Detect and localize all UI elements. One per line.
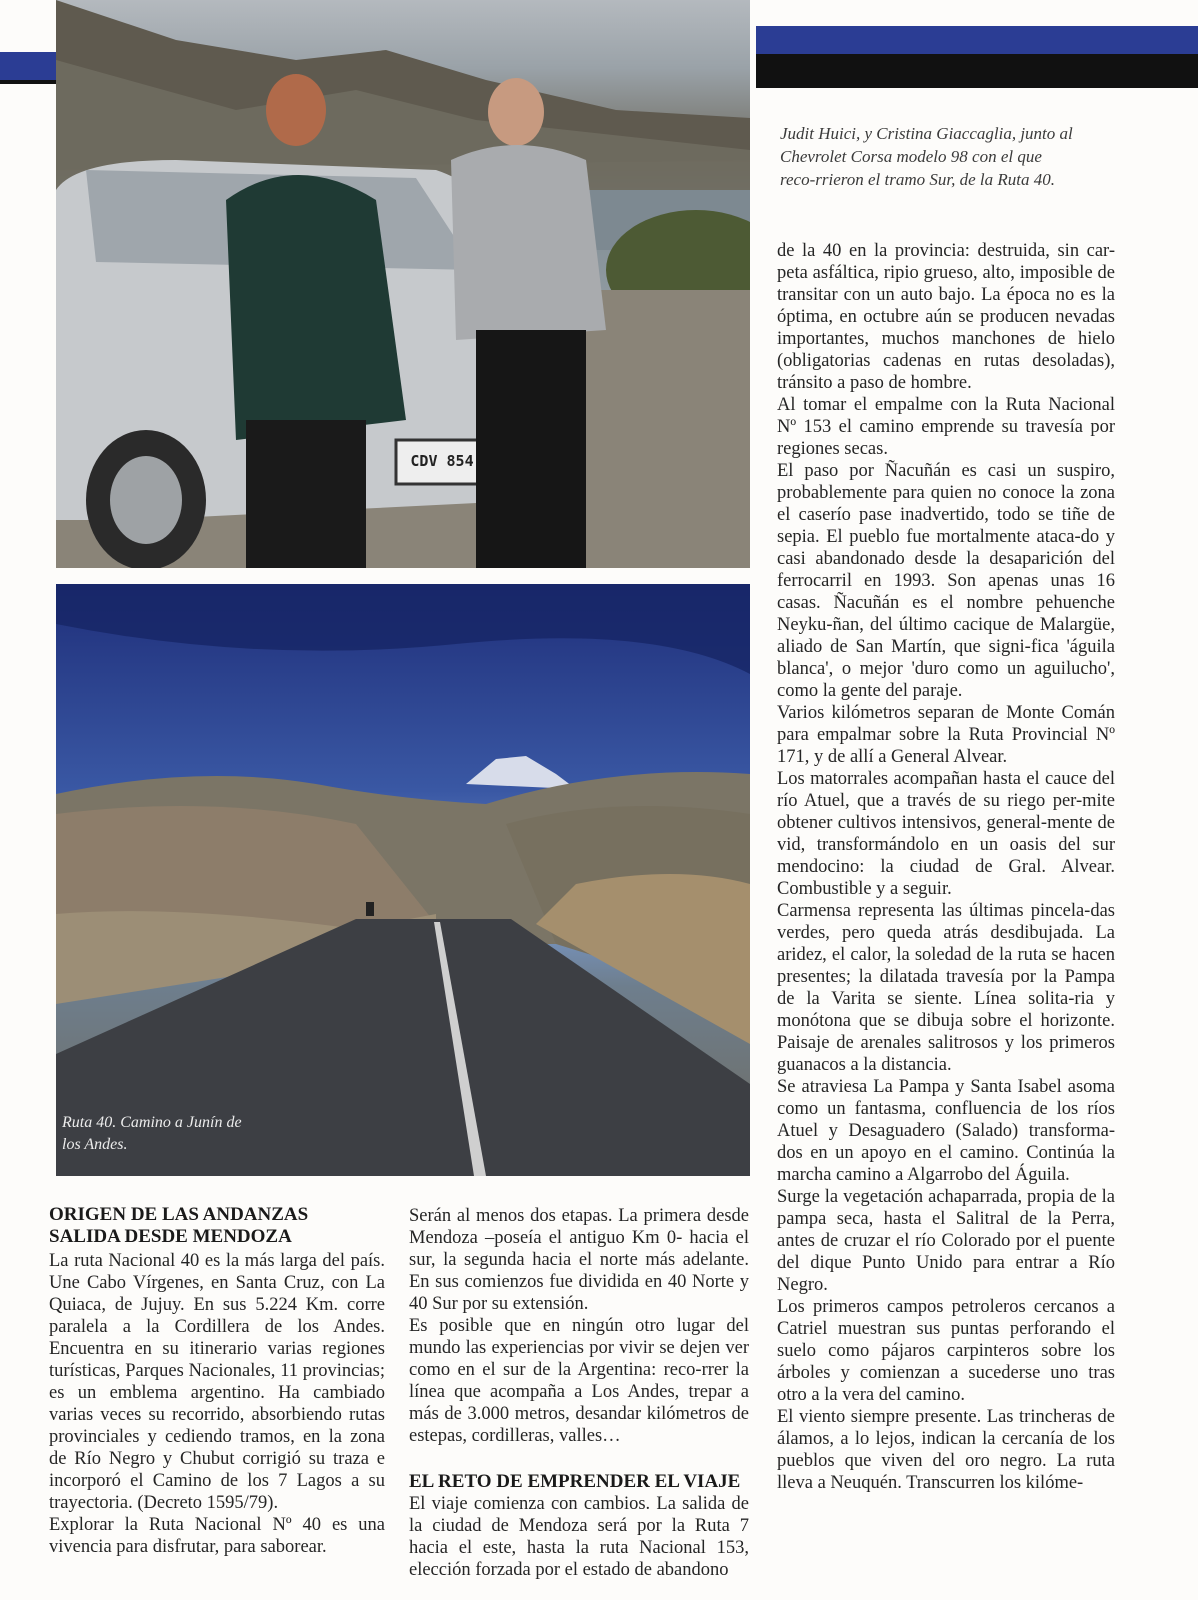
photo-caption-top: Judit Huici, y Cristina Giaccaglia, junto al Chevrolet Corsa modelo 98 con el que reco-rrieron el tramo Sur, de la Ruta 40. — [780, 124, 1073, 189]
paragraph: Carmensa representa las últimas pincela-das verdes, pero queda atrás desdibujada. La aridez, el calor, la soledad de la ruta se hacen presentes; la dilatada travesía por la Pampa de la Varita se siente. Línea solita-ria y monótona que se dibuja sobre el horizonte. Paisaje de arenales salitrosos y los primeros guanacos a la distancia. — [777, 901, 1115, 1075]
article-column-middle — [409, 1205, 749, 1581]
article-column-left — [49, 1250, 385, 1558]
paragraph: Los matorrales acompañan hasta el cauce del río Atuel, que a través de su riego per-mite obtener cultivos intensivos, general-mente de vid, transformándolo en un oasis del sur mendocino: la ciudad de Gral. Alvear. Combustible y a seguir. — [777, 769, 1115, 899]
paragraph: El paso por Ñacuñán es casi un suspiro, probablemente para quien no conoce la zona el caserío pase inadvertido, todo se tiñe de sepia. El pueblo fue mortalmente ataca-do y casi abandonado desde la desaparición del ferrocarril en 1993. Son apenas unas 16 casas. Ñacuñán es el nombre pehuenche Neyku-ñan, del último cacique de Malargüe, aliado de San Martín, que signi-fica 'águila blanca', o mejor 'duro como un aguilucho', como la gente del paraje. — [777, 461, 1115, 701]
photo-caption-road: Ruta 40. Camino a Junín de los Andes. — [62, 1114, 242, 1153]
section-heading-reto: EL RETO DE EMPRENDER EL VIAJE — [409, 1471, 741, 1492]
paragraph: Varios kilómetros separan de Monte Comán para empalmar sobre la Ruta Provincial Nº 171, y de allí a General Alvear. — [777, 703, 1115, 767]
header-band-left — [0, 26, 56, 58]
paragraph: El viaje comienza con cambios. La salida de la ciudad de Mendoza será por la Ruta 7 hacia el este, hasta la ruta Nacional 153, elección forzada por el estado de abandono — [409, 1494, 749, 1580]
paragraph: de la 40 en la provincia: destruida, sin car-peta asfáltica, ripio grueso, alto, imposible de transitar con un auto bajo. La época no es la óptima, en octubre aún se producen nevadas importantes, muchos manchones de hielo (obligatorias cadenas en rutas desoladas), tránsito a paso de hombre. — [777, 241, 1115, 393]
paragraph: Se atraviesa La Pampa y Santa Isabel asoma como un fantasma, confluencia de los ríos Atuel y Desaguadero (Salado) transforma-dos en un apoyo en el camino. Continúa la marcha camino a Algarrobo del Águila. — [777, 1077, 1115, 1185]
section-heading-origen — [49, 1204, 389, 1248]
paragraph: Surge la vegetación achaparrada, propia de la pampa seca, hasta el Salitral de la Perra, antes de cruzar el río Colorado por el puente del dique Punto Unido para entrar a Río Negro. — [777, 1187, 1115, 1295]
paragraph: Serán al menos dos etapas. La primera desde Mendoza –poseía el antiguo Km 0- hacia el sur, la segunda hacia el norte más adelante. En sus comienzos fue dividida en 40 Norte y 40 Sur por su extensión. — [409, 1206, 749, 1314]
paragraph: Explorar la Ruta Nacional Nº 40 es una vivencia para disfrutar, para saborear. — [49, 1515, 385, 1557]
photo-ruta-40-road — [56, 584, 750, 1176]
header-band-right — [756, 26, 1198, 88]
heading-line-2: SALIDA DESDE MENDOZA — [49, 1226, 292, 1247]
paragraph: Al tomar el empalme con la Ruta Nacional Nº 153 el camino emprende su travesía por regiones secas. — [777, 395, 1115, 459]
paragraph: El viento siempre presente. Las trincheras de álamos, a lo lejos, indican la cercanía de los pueblos que viven del oro negro. La ruta lleva a Neuquén. Transcurren los kilóme- — [777, 1407, 1115, 1493]
paragraph: Los primeros campos petroleros cercanos a Catriel muestran sus puntas perforando el suelo como pájaros carpinteros sobre los árboles y comienzan a sucederse uno tras otro a la vera del camino. — [777, 1297, 1115, 1405]
article-column-right — [777, 240, 1115, 1494]
photo-women-with-car — [56, 0, 750, 568]
heading-line-1: ORIGEN DE LAS ANDANZAS — [49, 1204, 309, 1225]
paragraph: La ruta Nacional 40 es la más larga del país. Une Cabo Vírgenes, en Santa Cruz, con La Quiaca, de Jujuy. En sus 5.224 Km. corre paralela a la Cordillera de los Andes. Encuentra en su itinerario varias regiones turísticas, Parques Nacionales, 11 provincias; es un emblema argentino. Ha cambiado varias veces su recorrido, absorbiendo rutas provinciales y cediendo tramos, en la zona de Río Negro y Chubut corrigió su traza e incorporó el Camino de los 7 Lagos a su trayectoria. (Decreto 1595/79). — [49, 1251, 385, 1513]
license-plate: CDV 854 — [410, 452, 474, 470]
paragraph: Es posible que en ningún otro lugar del mundo las experiencias por vivir se dejen ver como en el sur de la Argentina: reco-rrer la línea que acompaña a Los Andes, trepar a más de 3.000 metros, desandar kilómetros de estepas, cordilleras, valles… — [409, 1316, 749, 1446]
